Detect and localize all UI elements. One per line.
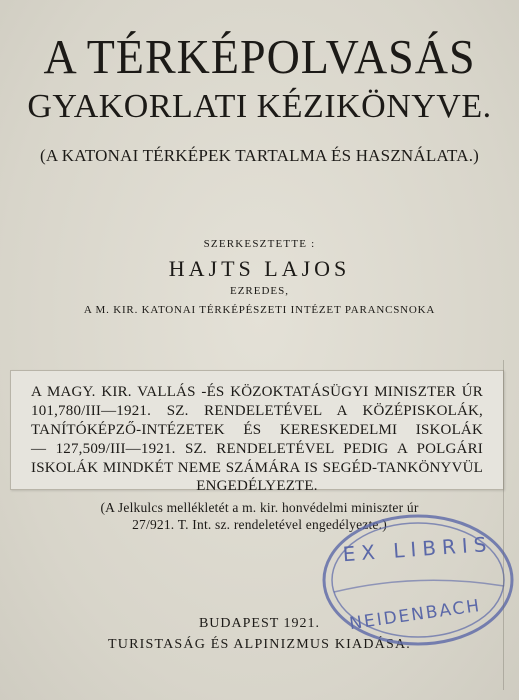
ex-libris-stamp bbox=[320, 512, 516, 648]
approval-line: ISKOLÁK MINDKÉT NEME SZÁMÁRA IS SEGÉD-TANKÖNYVÜL bbox=[31, 460, 483, 476]
approval-line: A MAGY. KIR. VALLÁS -ÉS KÖZOKTATÁSÜGYI MINISZTER ÚR bbox=[31, 384, 483, 400]
approval-line: TANÍTÓKÉPZŐ-INTÉZETEK ÉS KERESKEDELMI ISKOLÁK bbox=[31, 422, 483, 438]
author-name: HAJTS LAJOS bbox=[168, 256, 351, 281]
approval-line: — 127,509/III—1921. SZ. RENDELETÉVEL PEDIG A POLGÁRI bbox=[31, 441, 483, 457]
legend-note-line1: (A Jelkulcs mellékletét a m. kir. honvédelmi miniszter úr bbox=[100, 500, 419, 515]
imprint-city-year: BUDAPEST 1921. bbox=[198, 616, 321, 631]
author-position: A M. KIR. KATONAI TÉRKÉPÉSZETI INTÉZET PARANCSNOKA bbox=[83, 304, 436, 316]
stamp-line1: EX LIBRIS bbox=[341, 531, 494, 567]
legend-note-line2: 27/921. T. Int. sz. rendeletével engedélyezte.) bbox=[132, 517, 387, 532]
edited-by-label: SZERKESZTETTE : bbox=[203, 238, 316, 250]
approval-line: ENGEDÉLYEZTE. bbox=[196, 478, 318, 494]
approval-sticker bbox=[10, 370, 504, 494]
author-rank: EZREDES, bbox=[229, 285, 290, 297]
publisher-line: TURISTASÁG ÉS ALPINIZMUS KIADÁSA. bbox=[108, 637, 411, 652]
page-fold-line bbox=[503, 360, 504, 690]
book-subtitle: (A KATONAI TÉRKÉPEK TARTALMA ÉS HASZNÁLATA.) bbox=[39, 146, 480, 165]
book-title-line1: A TÉRKÉPOLVASÁS bbox=[43, 29, 476, 84]
approval-line: 101,780/III—1921. SZ. RENDELETÉVEL A KÖZÉPISKOLÁK, bbox=[31, 403, 483, 419]
stamp-line2: NEIDENBACH bbox=[348, 595, 483, 635]
book-title-line2: GYAKORLATI KÉZIKÖNYVE. bbox=[27, 88, 492, 125]
